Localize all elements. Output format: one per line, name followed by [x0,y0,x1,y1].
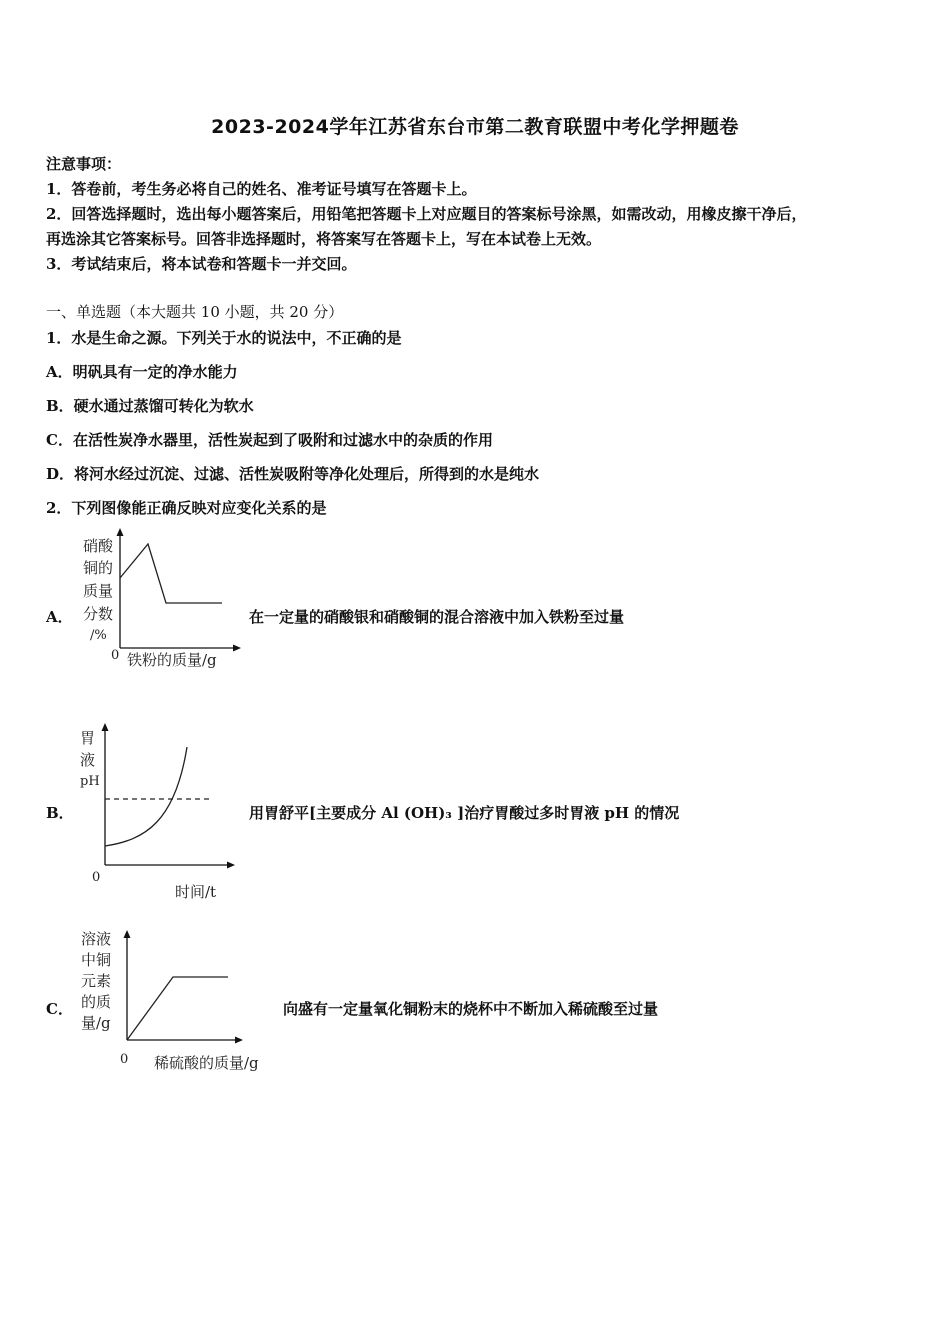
notice-item-2-line-1: 2．回答选择题时，选出每小题答案后，用铅笔把答题卡上对应题目的答案标号涂黑，如需改动，用橡皮擦干净后， [46,205,807,223]
question-2-option-c-desc: 向盛有一定量氧化铜粉末的烧杯中不断加入稀硫酸至过量 [283,1000,659,1018]
question-1-option-d: D．将河水经过沉淀、过滤、活性炭吸附等净化处理后，所得到的水是纯水 [46,465,540,483]
graph-a-origin: 0 [111,648,120,663]
graph-b-ylabel-1: 胃 [80,729,96,747]
graph-c-ylabel-1: 溶液 [81,930,112,948]
graph-b-ylabel-2: 液 [80,751,96,769]
graph-b [70,722,250,907]
graph-b-curve [105,747,187,846]
question-2-stem: 2．下列图像能正确反映对应变化关系的是 [46,499,327,517]
graph-b-x-arrow [227,862,235,869]
graph-b-y-arrow [102,723,109,731]
graph-a-curve [120,544,222,603]
graph-c-ylabel-4: 的质 [81,993,112,1011]
graph-c-xlabel: 稀硫酸的质量/g [154,1054,259,1072]
graph-a-ylabel-4: 分数 [83,605,114,623]
graph-c-ylabel-3: 元素 [81,972,112,990]
graph-a-ylabel-1: 硝酸 [83,537,114,555]
graph-c [70,920,280,1080]
page-title: 2023-2024学年江苏省东台市第二教育联盟中考化学押题卷 [211,116,739,138]
graph-b-xlabel: 时间/t [175,883,217,901]
graph-c-ylabel-2: 中铜 [81,951,112,969]
graph-a-ylabel-2: 铜的 [83,559,114,577]
graph-c-ylabel-5: 量/g [81,1014,111,1032]
question-1-option-c: C．在活性炭净水器里，活性炭起到了吸附和过滤水中的杂质的作用 [46,431,493,449]
graph-c-curve [127,977,228,1040]
question-1-option-a: A．明矾具有一定的净水能力 [46,363,238,381]
question-2-option-b-label: B． [46,804,74,822]
notice-item-3: 3．考试结束后，将本试卷和答题卡一并交回。 [46,255,357,273]
graph-a [70,526,250,676]
question-2-option-b-desc: 用胃舒平[主要成分 Al (OH)₃ ]治疗胃酸过多时胃液 pH 的情况 [249,804,680,822]
notice-item-2-line-2: 再选涂其它答案标号。回答非选择题时，将答案写在答题卡上，写在本试卷上无效。 [46,230,602,248]
question-2-option-c-label: C． [46,1000,73,1018]
graph-c-y-arrow [124,930,131,938]
question-2-option-a-label: A． [46,608,73,626]
graph-b-ylabel-3: pH [80,774,100,789]
notice-item-1: 1．答卷前，考生务必将自己的姓名、准考证号填写在答题卡上。 [46,180,477,198]
graph-a-y-arrow [117,528,124,536]
section-heading: 一、单选题（本大题共 10 小题，共 20 分） [46,303,344,321]
question-1-option-b: B．硬水通过蒸馏可转化为软水 [46,397,254,415]
graph-c-x-arrow [235,1037,243,1044]
graph-b-origin: 0 [92,870,101,885]
graph-a-ylabel-3: 质量 [83,582,114,600]
graph-a-xlabel: 铁粉的质量/g [127,651,217,669]
graph-c-origin: 0 [120,1052,129,1067]
notice-heading: 注意事项： [46,155,122,173]
question-1-stem: 1．水是生命之源。下列关于水的说法中，不正确的是 [46,329,402,347]
graph-a-ylabel-5: /% [90,628,107,643]
question-2-option-a-desc: 在一定量的硝酸银和硝酸铜的混合溶液中加入铁粉至过量 [249,608,625,626]
graph-a-x-arrow [233,645,241,652]
